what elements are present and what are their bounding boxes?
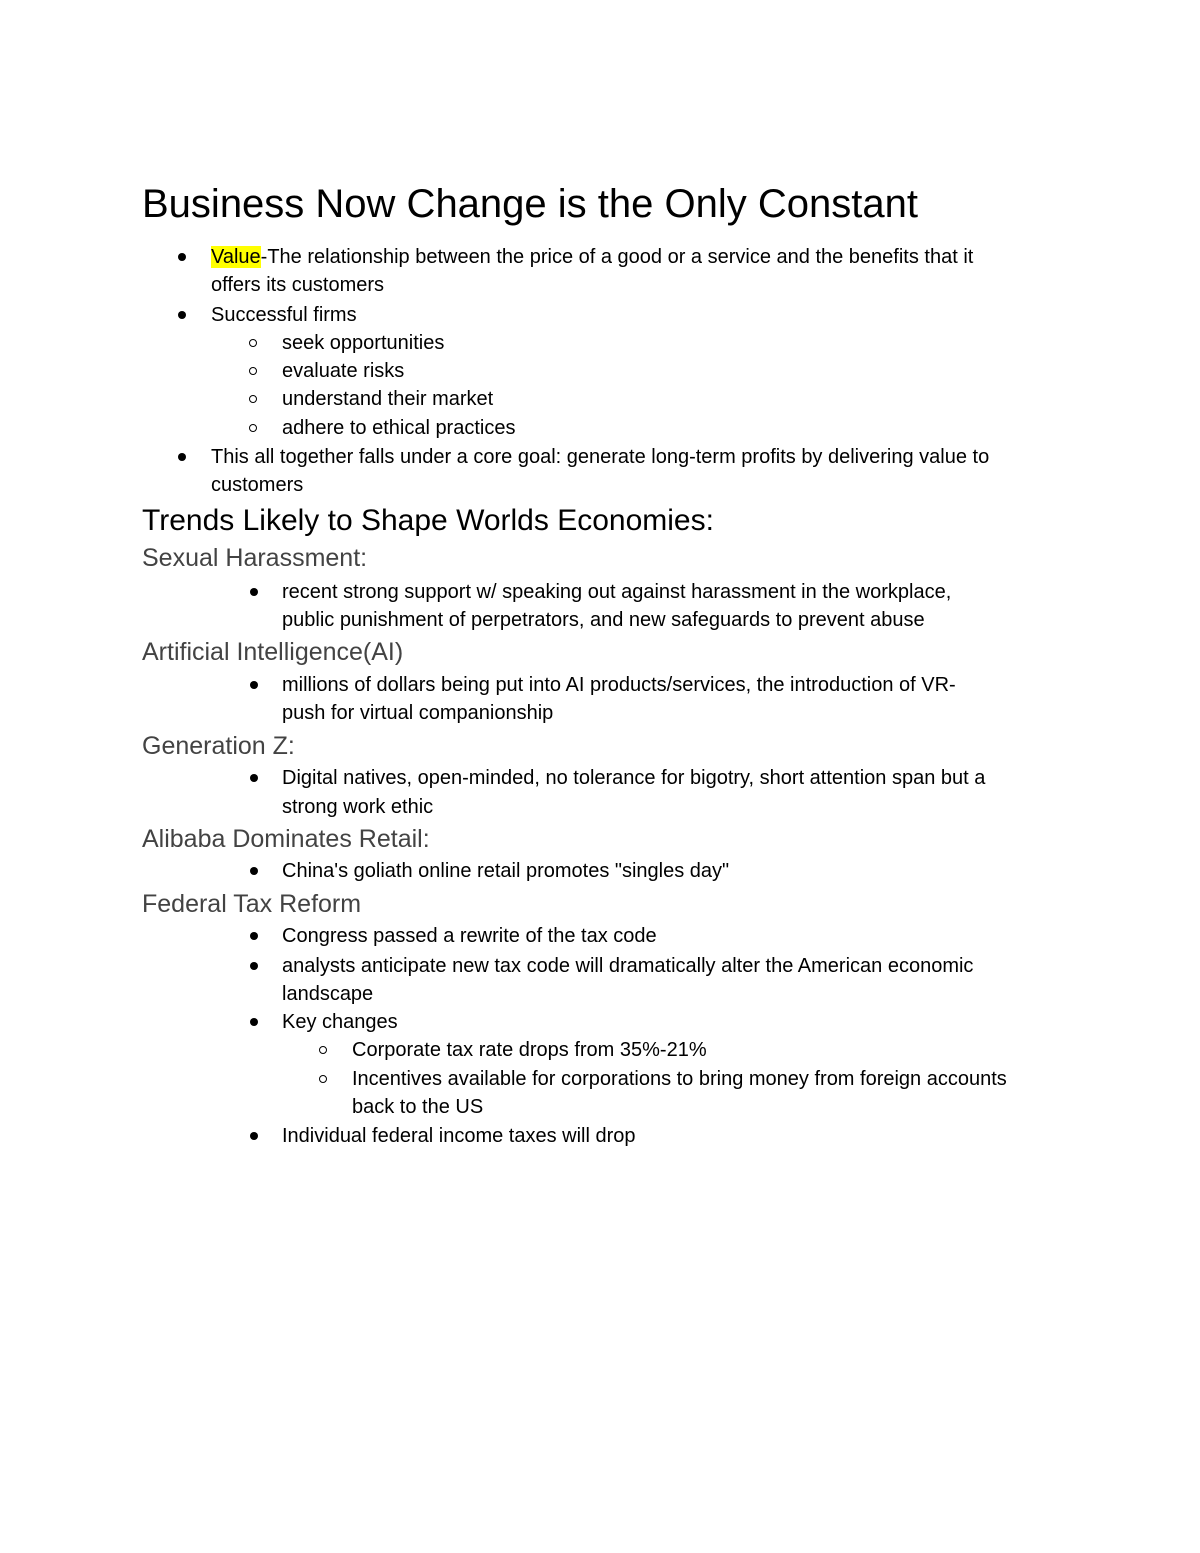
bullet-icon (250, 867, 258, 875)
hollow-bullet-icon (249, 424, 257, 432)
section-heading-tax: Federal Tax Reform (142, 890, 362, 918)
bullet-icon (178, 453, 186, 461)
core-goal-item-cont: customers (211, 474, 304, 496)
firm-trait-item: evaluate risks (282, 360, 405, 382)
tax-corporate-rate-item: Corporate tax rate drops from 35%-21% (352, 1039, 707, 1061)
bullet-icon (250, 1132, 258, 1140)
bullet-icon (250, 1018, 258, 1026)
hollow-bullet-icon (319, 1046, 327, 1054)
hollow-bullet-icon (249, 395, 257, 403)
firm-trait-item: adhere to ethical practices (282, 417, 516, 439)
alibaba-item: China's goliath online retail promotes "singles day" (282, 860, 730, 882)
bullet-icon (250, 681, 258, 689)
core-goal-item: This all together falls under a core goal: generate long-term profits by delivering value to (211, 446, 990, 468)
hollow-bullet-icon (249, 339, 257, 347)
bullet-icon (178, 311, 186, 319)
value-definition-text: -The relationship between the price of a good or a service and the benefits that it (260, 246, 974, 268)
value-definition (211, 243, 973, 272)
tax-key-changes-item: Key changes (282, 1011, 398, 1033)
tax-individual-item: Individual federal income taxes will drop (282, 1125, 636, 1147)
bullet-icon (250, 588, 258, 596)
document-title: Business Now Change is the Only Constant (142, 182, 918, 226)
firm-trait-item: seek opportunities (282, 332, 445, 354)
hollow-bullet-icon (319, 1075, 327, 1083)
genz-item: Digital natives, open-minded, no tolerance for bigotry, short attention span but a (282, 767, 986, 789)
successful-firms-item: Successful firms (211, 304, 357, 326)
bullet-icon (178, 253, 186, 261)
harassment-item: recent strong support w/ speaking out against harassment in the workplace, (282, 581, 952, 603)
ai-item-cont: push for virtual companionship (282, 702, 554, 724)
hollow-bullet-icon (249, 367, 257, 375)
ai-item: millions of dollars being put into AI products/services, the introduction of VR- (282, 674, 956, 696)
tax-analysts-item: analysts anticipate new tax code will dramatically alter the American economic (282, 955, 974, 977)
tax-incentives-item-cont: back to the US (352, 1096, 484, 1118)
section-heading-harassment: Sexual Harassment: (142, 544, 368, 572)
harassment-item-cont: public punishment of perpetrators, and new safeguards to prevent abuse (282, 609, 925, 631)
bullet-icon (250, 774, 258, 782)
firm-trait-item: understand their market (282, 388, 494, 410)
section-heading-alibaba: Alibaba Dominates Retail: (142, 825, 430, 853)
bullet-icon (250, 932, 258, 940)
value-definition-cont: offers its customers (211, 274, 385, 296)
section-heading-genz: Generation Z: (142, 732, 295, 760)
trends-heading: Trends Likely to Shape Worlds Economies: (142, 504, 714, 537)
genz-item-cont: strong work ethic (282, 796, 434, 818)
value-term: Value (211, 246, 261, 268)
bullet-icon (250, 962, 258, 970)
tax-congress-item: Congress passed a rewrite of the tax code (282, 925, 657, 947)
tax-incentives-item: Incentives available for corporations to bring money from foreign accounts (352, 1068, 1007, 1090)
section-heading-ai: Artificial Intelligence(AI) (142, 638, 404, 666)
tax-analysts-item-cont: landscape (282, 983, 374, 1005)
